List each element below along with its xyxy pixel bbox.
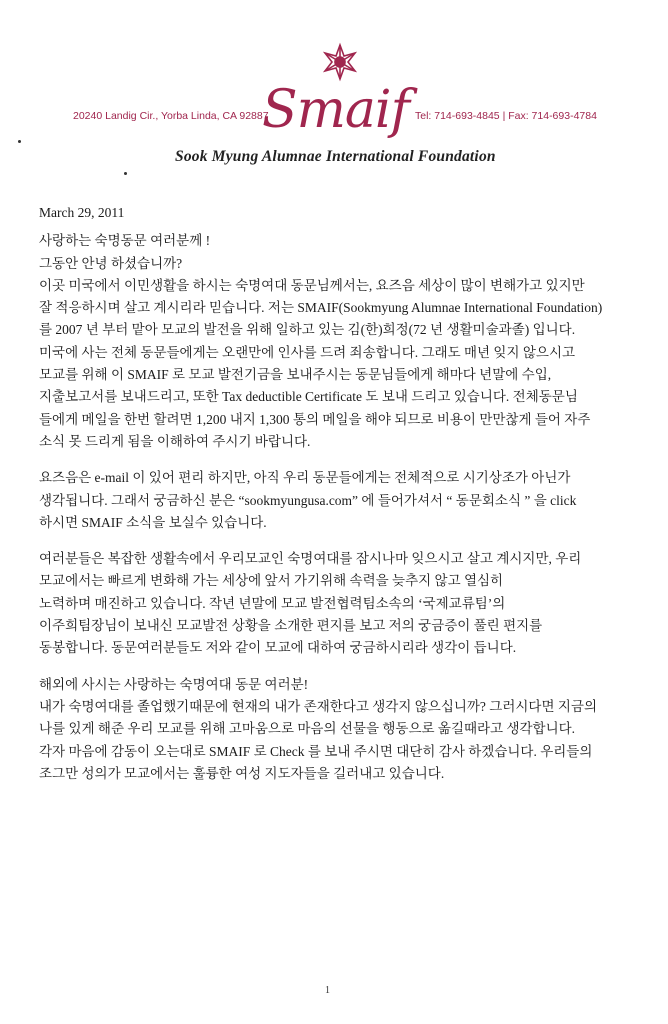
text-line: 노력하며 매진하고 있습니다. 작년 년말에 모교 발전협력팀소속의 ‘국제교류팀’의 bbox=[39, 595, 506, 611]
text-line: 그동안 안녕 하셨습니까? bbox=[39, 255, 183, 271]
text-line: 잘 적응하시며 살고 계시리라 믿습니다. 저는 SMAIF(Sookmyung Alumnae International Foundation) bbox=[39, 300, 603, 316]
text-line: 동봉합니다. 동문여러분들도 저와 같이 모교에 대하여 궁금하시리라 생각이 듭니다. bbox=[39, 640, 517, 656]
text-line: 조그만 성의가 모교에서는 훌륭한 여성 지도자들을 길러내고 있습니다. bbox=[39, 765, 445, 781]
scan-speck bbox=[18, 140, 21, 143]
text-line: 들에게 메일을 한번 할려면 1,200 내지 1,300 통의 메일을 해야 되므로 비용이 만만찮게 들어 자주 bbox=[39, 411, 591, 427]
paragraph-alma-mater bbox=[39, 548, 639, 659]
letter-body bbox=[39, 202, 639, 785]
text-line: 생각됩니다. 그래서 궁금하신 분은 “sookmyungusa.com” 에 들어가셔서 “ 동문회소식 ” 을 click bbox=[39, 492, 577, 508]
text-line: 해외에 사시는 사랑하는 숙명여대 동문 여러분! bbox=[39, 676, 309, 692]
text-line: 나를 있게 해준 우리 모교를 위해 고마움으로 마음의 선물을 행동으로 옮길때라고 생각합니다. bbox=[39, 721, 576, 737]
text-line: 요즈음은 e-mail 이 있어 편리 하지만, 아직 우리 동문들에게는 전체적으로 시기상조가 아닌가 bbox=[39, 470, 571, 486]
smaif-logo bbox=[262, 40, 409, 150]
text-line: 이주희팀장님이 보내신 모교발전 상황을 소개한 편지를 보고 저의 궁금증이 풀린 편지를 bbox=[39, 618, 543, 634]
text-line: 이곳 미국에서 이민생활을 하시는 숙명여대 동문님께서는, 요즈음 세상이 많이 변해가고 있지만 bbox=[39, 277, 585, 293]
text-line: 내가 숙명여대를 졸업했기때문에 현재의 내가 존재한다고 생각지 않으십니까? 그러시다면 지금의 bbox=[39, 698, 598, 714]
logo-wordmark: Smaif bbox=[262, 80, 409, 140]
page-number: 1 bbox=[325, 985, 330, 996]
text-line: 사랑하는 숙명동문 여러분께 ! bbox=[39, 233, 211, 249]
foundation-name: Sook Myung Alumnae International Foundation bbox=[175, 148, 496, 165]
text-line: 각자 마음에 감동이 오는대로 SMAIF 로 Check 를 보내 주시면 대단히 감사 하겠습니다. 우리들의 bbox=[39, 743, 593, 759]
letter-date: March 29, 2011 bbox=[39, 205, 125, 220]
text-line: 소식 못 드리게 됨을 이해하여 주시기 바랍니다. bbox=[39, 433, 311, 449]
foundation-address: 20240 Landig Cir., Yorba Linda, CA 92887 bbox=[73, 110, 269, 122]
scan-speck bbox=[124, 172, 127, 175]
letterhead bbox=[0, 0, 668, 175]
text-line: 지출보고서를 보내드리고, 또한 Tax deductible Certificate 도 보내 드리고 있습니다. 전체동문님 bbox=[39, 389, 578, 405]
text-line: 미국에 사는 전체 동문들에게는 오랜만에 인사를 드려 죄송합니다. 그래도 매년 잊지 않으시고 bbox=[39, 344, 576, 360]
paragraph-greeting bbox=[39, 230, 639, 453]
paragraph-appeal bbox=[39, 674, 639, 785]
contact-numbers: Tel: 714-693-4845 | Fax: 714-693-4784 bbox=[415, 110, 597, 122]
text-line: 모교에서는 빠르게 변화해 가는 세상에 앞서 가기위해 속력을 늦추지 않고 열심히 bbox=[39, 573, 504, 589]
text-line: 여러분들은 복잡한 생활속에서 우리모교인 숙명여대를 잠시나마 잊으시고 살고 계시지만, 우리 bbox=[39, 551, 582, 567]
text-line: 하시면 SMAIF 소식을 보실수 있습니다. bbox=[39, 514, 267, 530]
text-line: 를 2007 년 부터 맡아 모교의 발전을 위해 일하고 있는 김(한)희정(72 년 생활미술과졸) 입니다. bbox=[39, 322, 576, 338]
text-line: 모교를 위해 이 SMAIF 로 모교 발전기금을 보내주시는 동문님들에게 해마다 년말에 수입, bbox=[39, 367, 552, 383]
paragraph-email bbox=[39, 467, 639, 534]
